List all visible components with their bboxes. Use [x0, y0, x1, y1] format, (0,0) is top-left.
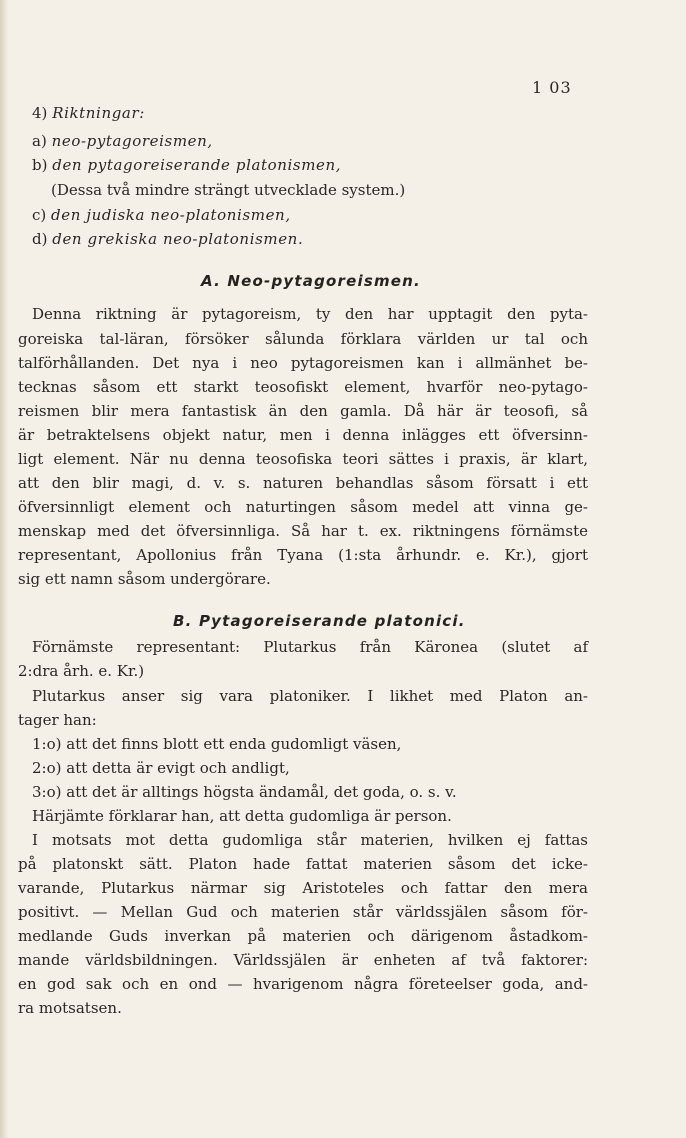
page-number: 1 03 — [532, 78, 572, 97]
section-b-line: tager han: — [18, 711, 97, 729]
section-a-line: menskap med det öfversinnliga. Så har t. ex. riktningens förnämste — [18, 522, 588, 540]
section-a-line: är betraktelsens objekt natur, men i denna inlägges ett öfversinn- — [18, 426, 588, 444]
section-b-line: 2:dra årh. e. Kr.) — [18, 662, 145, 680]
section-b-line: medlande Guds inverkan på materien och därigenom åstadkom- — [18, 927, 588, 945]
list-item-text: den judiska neo-platonismen, — [51, 206, 291, 224]
section-b-line: 3:o) att det är alltings högsta ändamål, det goda, o. s. v. — [32, 783, 457, 801]
list-heading-text: Riktningar: — [52, 104, 145, 122]
list-item — [32, 205, 291, 225]
section-b-line: ra motsatsen. — [18, 999, 122, 1017]
list-item-marker: b) — [32, 156, 48, 174]
section-b-line: 2:o) att detta är evigt och andligt, — [32, 759, 290, 777]
list-item — [32, 155, 341, 175]
section-a-line: reismen blir mera fantastisk än den gamla. Då här är teosofi, så — [18, 402, 588, 420]
section-b-line: I motsats mot detta gudomliga står materien, hvilken ej fattas — [32, 831, 588, 849]
section-b-line: Förnämste representant: Plutarkus från Käronea (slutet af — [32, 638, 588, 656]
section-b-line: på platonskt sätt. Platon hade fattat materien såsom det icke- — [18, 855, 588, 873]
section-a-line: talförhållanden. Det nya i neo pytagoreismen kan i allmänhet be- — [18, 354, 588, 372]
section-b-line: 1:o) att det finns blott ett enda gudomligt väsen, — [32, 735, 402, 753]
section-b-line: en god sak och en ond — hvarigenom några företeelser goda, and- — [18, 975, 588, 993]
section-a-line: sig ett namn såsom undergörare. — [18, 570, 271, 588]
section-b-line: Plutarkus anser sig vara platoniker. I likhet med Platon an- — [32, 687, 588, 705]
list-item-marker: c) — [32, 206, 47, 224]
section-a-line: representant, Apollonius från Tyana (1:sta århundr. e. Kr.), gjort — [18, 546, 588, 564]
section-a-heading: A. Neo-pytagoreismen. — [201, 272, 421, 290]
list-item-text: neo-pytagoreismen, — [51, 132, 213, 150]
list-item-marker: d) — [32, 230, 48, 248]
list-heading — [32, 103, 145, 123]
section-a-line: att den blir magi, d. v. s. naturen behandlas såsom försatt i ett — [18, 474, 588, 492]
list-item — [32, 131, 213, 151]
section-b-heading: B. Pytagoreiserande platonici. — [173, 612, 466, 630]
list-note: (Dessa två mindre strängt utvecklade system.) — [51, 181, 406, 199]
page-edge — [0, 0, 8, 1138]
list-item-text: den pytagoreiserande platonismen, — [52, 156, 342, 174]
list-item-text: den grekiska neo-platonismen. — [52, 230, 304, 248]
section-b-line: positivt. — Mellan Gud och materien står världssjälen såsom för- — [18, 903, 588, 921]
section-a-line: öfversinnligt element och naturtingen såsom medel att vinna ge- — [18, 498, 588, 516]
section-a-line: goreiska tal-läran, försöker sålunda förklara världen ur tal och — [18, 330, 588, 348]
section-b-line: mande världsbildningen. Världssjälen är enheten af två faktorer: — [18, 951, 588, 969]
section-b-line: varande, Plutarkus närmar sig Aristoteles och fattar den mera — [18, 879, 588, 897]
section-b-line: Härjämte förklarar han, att detta gudomliga är person. — [32, 807, 452, 825]
section-a-line: ligt element. När nu denna teosofiska teori sättes i praxis, är klart, — [18, 450, 588, 468]
list-heading-number: 4) — [32, 104, 48, 122]
list-item-marker: a) — [32, 132, 47, 150]
list-item — [32, 229, 303, 249]
section-a-line: Denna riktning är pytagoreism, ty den har upptagit den pyta- — [32, 305, 588, 323]
section-a-line: tecknas såsom ett starkt teosofiskt element, hvarför neo-pytago- — [18, 378, 588, 396]
